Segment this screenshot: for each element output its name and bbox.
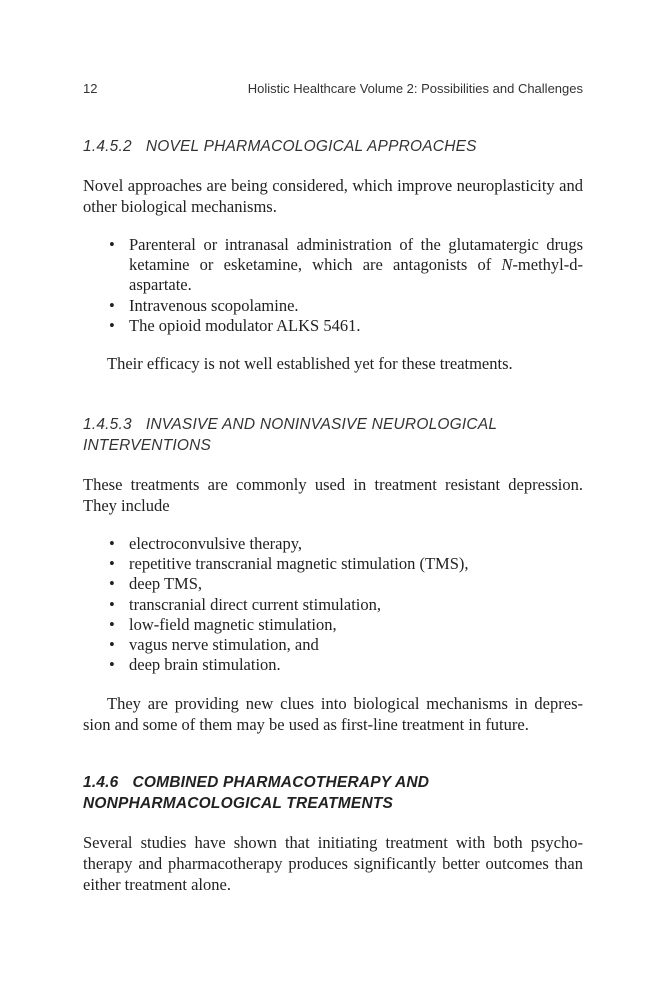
- section-title: NOVEL PHARMACOLOGICAL APPROACHES: [145, 138, 477, 155]
- section-number: 1.4.5.2: [83, 138, 132, 155]
- section-heading-146: [83, 772, 583, 814]
- list-item: • repetitive transcranial magnetic stimulation (TMS),: [83, 554, 583, 574]
- paragraph-interventions-closing: They are providing new clues into biological mechanisms in depres-sion and some of them may be used as first-line treatment in future.: [83, 694, 583, 734]
- section-title-line1: COMBINED PHARMACOTHERAPY AND: [132, 774, 430, 791]
- section-number: 1.4.5.3: [83, 416, 132, 433]
- page-number: 12: [83, 81, 98, 96]
- paragraph-combined-body: Several studies have shown that initiating treatment with both psycho-therapy and pharmacotherapy produces significantly better outcomes than either treatment alone.: [83, 833, 583, 894]
- section-heading-1452: [83, 136, 583, 157]
- bullet-list-interventions: [83, 534, 583, 675]
- section-heading-1453: [83, 414, 583, 456]
- list-item: • low-field magnetic stimulation,: [83, 615, 583, 635]
- paragraph-novel-closing: Their efficacy is not well established yet for these treatments.: [107, 354, 513, 373]
- section-title-line2: NONPHARMACOLOGICAL TREATMENTS: [83, 795, 394, 812]
- section-number: 1.4.6: [83, 774, 119, 791]
- list-item: • Intravenous scopolamine.: [83, 296, 583, 316]
- section-title-line1: INVASIVE AND NONINVASIVE NEUROLOGICAL: [145, 416, 498, 433]
- list-item: • Parenteral or intranasal administration of the glutamatergic drugs ketamine or esketamine, which are antagonists of N-methyl-d-aspartate.: [83, 235, 583, 296]
- section-title-line2: INTERVENTIONS: [83, 437, 212, 454]
- list-item: • The opioid modulator ALKS 5461.: [83, 316, 583, 336]
- bullet-list-novel: [83, 235, 583, 336]
- paragraph-interventions-intro: These treatments are commonly used in treatment resistant depression. They include: [83, 475, 583, 515]
- document-page: [83, 0, 583, 1000]
- list-item: • vagus nerve stimulation, and: [83, 635, 583, 655]
- list-item: • electroconvulsive therapy,: [83, 534, 583, 554]
- list-item: • transcranial direct current stimulation,: [83, 595, 583, 615]
- list-item: • deep TMS,: [83, 574, 583, 594]
- paragraph-novel-intro: Novel approaches are being considered, which improve neuroplasticity and other biological mechanisms.: [83, 176, 583, 216]
- running-title: Holistic Healthcare Volume 2: Possibilities and Challenges: [247, 81, 583, 96]
- list-item: • deep brain stimulation.: [83, 655, 583, 675]
